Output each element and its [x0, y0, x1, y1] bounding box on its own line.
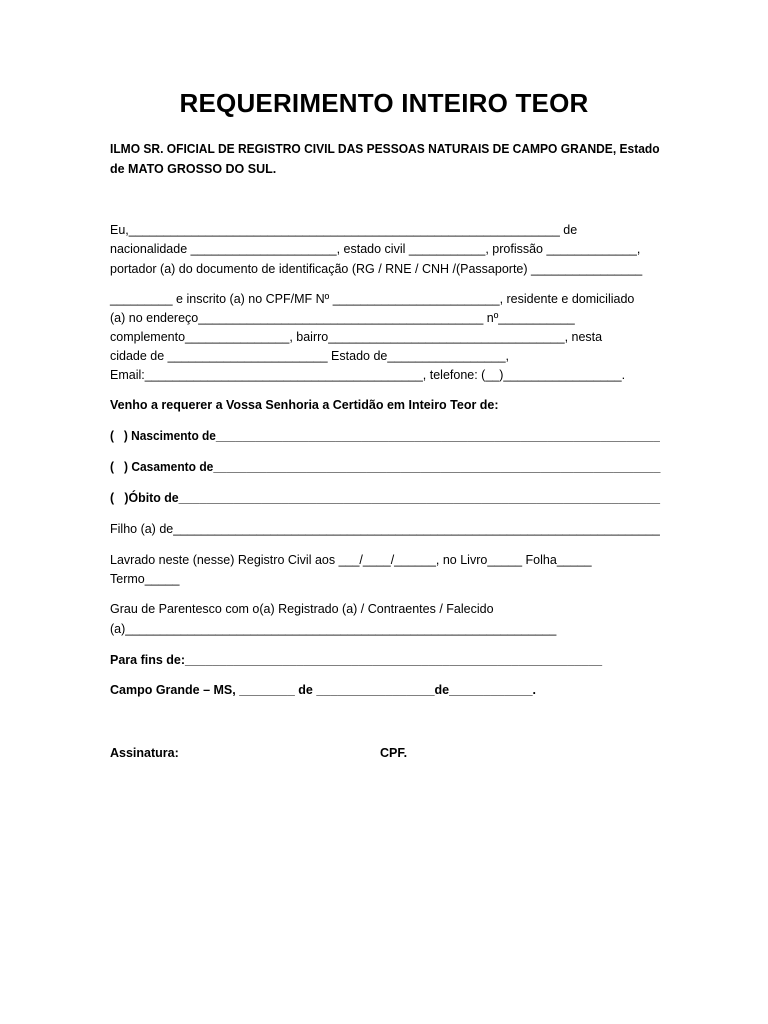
filho-line: Filho (a) de______________________________________________________________________ — [110, 522, 660, 536]
page-title: REQUERIMENTO INTEIRO TEOR — [179, 88, 589, 118]
lavrado-line-2: Termo_____ — [110, 572, 180, 586]
option-nascimento: ( ) Nascimento de___________________________________________________________________ — [110, 429, 660, 443]
signature-label: Assinatura: — [110, 746, 179, 760]
addressee-line-2: de MATO GROSSO DO SUL. — [110, 162, 277, 176]
identification-line-8: Email:________________________________________, telefone: (__)_________________. — [110, 368, 626, 382]
para-fins-line: Para fins de:____________________________________________________________ — [110, 653, 603, 667]
identification-line-7: cidade de _______________________ Estado de_________________, — [110, 349, 509, 363]
option-obito: ( )Óbito de______________________________________________________________________ — [110, 491, 661, 505]
identification-line-3: portador (a) do documento de identificação (RG / RNE / CNH /(Passaporte) ________________ — [110, 262, 643, 276]
identification-line-4: _________ e inscrito (a) no CPF/MF Nº ________________________, residente e domiciliado — [110, 292, 635, 306]
grau-line-2: (a)______________________________________________________________ — [110, 622, 557, 636]
lavrado-line-1: Lavrado neste (nesse) Registro Civil aos ___/____/______, no Livro_____ Folha_____ — [110, 553, 592, 567]
request-intro: Venho a requerer a Vossa Senhoria a Certidão em Inteiro Teor de: — [110, 398, 499, 412]
grau-line-1: Grau de Parentesco com o(a) Registrado (a) / Contraentes / Falecido — [110, 602, 494, 616]
identification-line-1: Eu,______________________________________________________________ de — [110, 223, 578, 237]
identification-line-6: complemento_______________, bairro__________________________________, nesta — [110, 330, 603, 344]
cpf-label: CPF. — [380, 746, 408, 760]
identification-line-2: nacionalidade _____________________, estado civil ___________, profissão _____________, — [110, 242, 641, 256]
addressee-line-1: ILMO SR. OFICIAL DE REGISTRO CIVIL DAS PESSOAS NATURAIS DE CAMPO GRANDE, Estado — [110, 142, 660, 156]
local-data-line: Campo Grande – MS, ________ de _________________de____________. — [110, 683, 537, 697]
option-casamento: ( ) Casamento de___________________________________________________________________ — [110, 460, 661, 474]
identification-line-5: (a) no endereço_________________________________________ nº___________ — [110, 311, 575, 325]
